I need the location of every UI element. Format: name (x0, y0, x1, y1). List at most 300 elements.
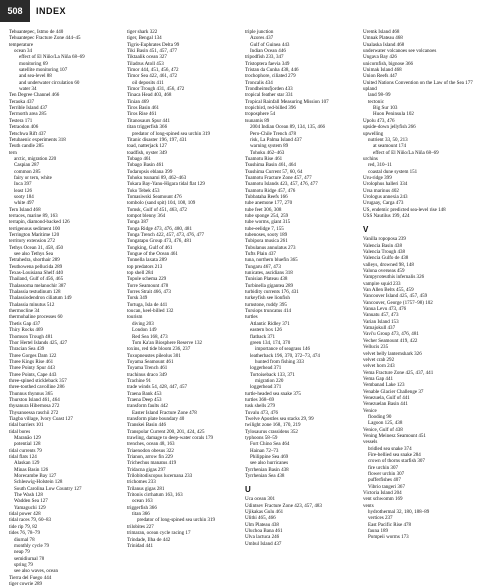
index-entry: Tuamotu Rise 461 (245, 155, 283, 162)
index-entry: Thracian Sea 439 (9, 346, 45, 353)
index-entry: Urolophus halleri 334 (363, 181, 408, 188)
index-entry: Tiros Rise 461 (127, 111, 157, 118)
index-entry: Ten Degree Channel 466 (9, 92, 60, 99)
index-entry: Tubulanus annulatus 273 (245, 244, 296, 251)
index-entry: Big Sur 103 (373, 105, 398, 112)
index-entry: Tuamotu Ridge 457, 476 (245, 187, 296, 194)
index-entry: Umbul Island 437 (245, 540, 282, 547)
index-entry: Torsk 349 (127, 295, 148, 302)
index-entry: vessels (363, 439, 378, 446)
index-entry: least 126 (14, 187, 33, 194)
index-entry: Caspian 287 (14, 162, 40, 169)
index-entry: tidal races 79, 60–83 (9, 517, 52, 524)
index-entry: Uca ocean 301 (245, 496, 275, 503)
index-entry: Tern Island 468 (9, 206, 41, 213)
index-entry: Timor Trough 431, 456, 472 (127, 86, 185, 93)
index-entry: turbidity currents 176, 431 (245, 289, 299, 296)
index-entry: The Wash 128 (14, 492, 43, 499)
index-entry: Tetraodon 406 (9, 124, 39, 131)
letter-heading: U (245, 485, 251, 495)
index-entry: Tongking, Gulf of 461 (127, 244, 173, 251)
index-entry: Thalassiodendron ciliatum 149 (9, 295, 72, 302)
index-entry: Tomasiwski Seamount 476 (127, 193, 182, 200)
index-entry: leatherback 196, 370, 372–73, 474 (250, 352, 320, 359)
index-entry: Traena Bank 453 (127, 390, 162, 397)
index-entry: tectonic (368, 98, 384, 105)
index-entry: terrapin, diamond-backed 126 (9, 219, 70, 226)
index-entry: spring 79 (14, 561, 33, 568)
index-entry: Tunisian Plateau 438 (245, 276, 288, 283)
index-entry: fauna 189 (368, 528, 389, 535)
index-entry: Tristoptera faevia 349 (245, 60, 290, 67)
index-entry: Tubipora musica 261 (245, 238, 288, 245)
index-entry: twilight zone 168, 170, 219 (245, 422, 301, 429)
index-entry: tidal flats 124 (9, 454, 37, 461)
index-entry: temperature (9, 41, 34, 48)
index-entry: Tylosaurus crassidens 352 (245, 428, 298, 435)
index-entry: coastal dune system 151 (368, 168, 418, 175)
index-entry: ocean 34 (14, 48, 33, 55)
index-entry: tubenoses, sooty 189 (245, 232, 288, 238)
index-entry: Tigris-Euphrates Delta 99 (127, 41, 180, 48)
index-entry: turtles 368–69 (245, 396, 275, 403)
index-entry: Transkei Basin 446 (127, 422, 167, 429)
index-entry: water 34 (19, 86, 37, 93)
index-entry: turtle-headed sea snake 375 (245, 390, 301, 397)
index-entry: turtles (245, 314, 258, 321)
index-entry: Valencia Trough 438 (363, 249, 406, 255)
index-entry: Huon Peninsula 102 (373, 111, 414, 118)
index-entry: Tobago Basin 461 (127, 162, 164, 169)
index-entry: Tyrrhenian Basin 438 (245, 466, 289, 473)
index-entry: Unalaska Island 468 (363, 41, 405, 48)
index-entry: Terrnorth area 285 (9, 111, 47, 118)
index-entry: Uremk Island 468 (363, 29, 400, 35)
index-entry: common 285 (14, 168, 41, 175)
index-entry: trade winds 54, 428, 447, 457 (127, 384, 187, 391)
index-entry: land 98–99 (368, 92, 391, 99)
index-entry: Teraoka 437 (9, 98, 35, 105)
index-column-2 (127, 29, 237, 569)
index-entry: monitoring 69 (19, 60, 48, 67)
index-entry: Tuvalu 473, 476 (245, 409, 279, 416)
index-entry: Tuamotu Fracture Zone 457, 477 (245, 174, 312, 181)
index-entry: sooty 184 (14, 193, 34, 200)
index-entry: trenches, ocean 48, 163 (127, 441, 175, 448)
index-entry: flooding 90 (368, 413, 392, 420)
index-entry: Tungaru 467, 473 (245, 263, 281, 270)
index-entry: valleys, drowned 98, 148 (363, 261, 414, 268)
index-entry: importance of seagrass 146 (255, 346, 311, 353)
index-entry: thermocline 34 (9, 308, 40, 315)
index-entry: Red Sea 168, 473 (132, 333, 168, 340)
index-entry: Tehuantepec, Istmo de 440 (9, 29, 64, 35)
index-entry: Maranão 129 (14, 435, 41, 441)
index-entry: Tongatapu Group 473, 476, 481 (127, 238, 192, 245)
index-columns (9, 29, 475, 587)
index-entry: Thetis Gap 437 (9, 320, 41, 327)
index-entry: Transpolar Current 200, 201, 424, 425 (127, 428, 205, 435)
index-entry: Udintsev Fracture Zone 423, 457, 483 (245, 502, 322, 509)
index-entry: thysanura Hibernosa 272 (9, 403, 60, 410)
index-entry: nutrient 33, 50, 213 (368, 136, 408, 143)
index-entry: Tonga Trench 422, 457, 473, 476, 477 (127, 232, 205, 238)
index-entry: titan 366 (132, 511, 150, 518)
index-entry: thermohaline processes 60 (9, 314, 63, 321)
index-entry: Valencia Gulfo de 438 (363, 255, 409, 262)
index-entry: Philippine Sea 469 (250, 454, 289, 461)
index-entry: Tortoiseback 133, 371 (250, 371, 295, 378)
index-entry: satellite monitoring 107 (19, 67, 68, 74)
index-entry: and sea-level 88 (19, 73, 52, 80)
index-entry: Timor Sea 422, 461, 472 (127, 73, 178, 80)
index-entry: Thor Hertel Islands 425, 427 (9, 339, 68, 346)
index-entry: Torres Strait 466, 473 (127, 289, 171, 296)
index-entry: tidal bores (9, 428, 31, 435)
index-entry: Uru-ridge 399 (363, 174, 392, 181)
index-entry: tube sponge 254, 259 (245, 212, 289, 219)
index-entry: Tierra del Fuego 444 (9, 574, 52, 581)
index-entry: Tehuantepec Fracture Zone 444–45 (9, 35, 81, 42)
index-entry: triple junction (245, 29, 274, 35)
index-entry: Vavi'u Group 473, 476, 481 (363, 331, 419, 338)
index-entry: trilobites 227 (127, 523, 154, 530)
index-entry: toad, natterjack 127 (127, 143, 167, 150)
index-entry: Gulf of Guinea 443 (250, 41, 290, 48)
index-entry: Tom Ka'an Biosphere Reserve 132 (132, 339, 203, 346)
index-entry: upwelling (363, 130, 384, 137)
index-entry: Tsushima Basin 461, 464 (245, 162, 296, 169)
index-entry: Toyama Trench 461 (127, 365, 168, 372)
index-entry: Thiry Rocks 469 (9, 327, 43, 334)
index-entry: three-spined stickleback 357 (9, 377, 67, 384)
index-entry: at seamount 174 (373, 143, 407, 150)
index-entry: potential 128 (14, 441, 41, 448)
index-entry: tsunamis 89 (245, 117, 270, 124)
index-entry: Thysanoessa raschii 272 (9, 409, 59, 416)
index-entry: upside-down jellyfish 266 (363, 124, 416, 131)
page-number: 508 (0, 0, 30, 22)
index-entry: fire urchin 307 (368, 464, 398, 471)
index-entry: territory extension 272 (9, 238, 55, 245)
index-entry: Trinidad 441 (127, 542, 154, 549)
index-entry: Fire-bellied sea snake 284 (368, 452, 421, 458)
index-entry: see also hurricanes (250, 460, 289, 467)
index-entry: trochophore, ciliated 279 (245, 73, 296, 80)
index-entry: tide rip 79, 82 (9, 523, 38, 530)
index-entry: flower urchin 307 (368, 471, 405, 478)
index-entry: white 497 (14, 200, 35, 207)
index-entry: Vellucis 235 (363, 344, 389, 351)
index-entry: diving 203 (132, 320, 154, 327)
index-entry: three-toothed cavolline 286 (9, 384, 65, 391)
index-entry: United Nations Convention on the Law of the Sea 177 (363, 79, 473, 86)
index-entry: USS Nautilus 199, 424 (363, 212, 410, 219)
index-entry: underwater volcanoes see volcanoes (363, 48, 437, 55)
index-entry: Timor 444, 451, 456, 472 (127, 67, 179, 74)
index-entry: Yamaguchi 129 (14, 504, 46, 511)
index-entry: Toxopneustes pileolus 301 (127, 352, 181, 359)
index-entry: green 134, 174, 370 (250, 339, 291, 346)
index-entry: turnstone, ruddy 395 (245, 301, 287, 308)
index-entry: Tropical Rainfall Measuring Mission 107 (245, 98, 329, 105)
index-entry: risk, La Palma Island 437 (250, 136, 302, 143)
index-entry: Tortuga, Isla de 441 (127, 301, 168, 308)
index-entry: Texas-Louisiana Shelf 440 (9, 270, 64, 277)
index-entry: Fort Chino Sea 464 (250, 441, 290, 448)
index-entry: Van Allen Belts 455, 459 (363, 287, 414, 294)
index-entry: troposphere 54 (245, 111, 276, 118)
index-entry: Trachine 91 (127, 377, 152, 384)
index-entry: Ulm Plateau 438 (245, 521, 279, 528)
index-entry: Tristan da Cunha 438, 446 (245, 67, 299, 74)
index-entry: Venable Glacier Challenge 37 (363, 388, 424, 395)
index-entry: tusk shells 279 (245, 403, 276, 410)
index-entry: flatback 371 (250, 333, 276, 340)
index-entry: tidal barriers 101 (9, 422, 44, 429)
index-entry: transform plate boundary 40 (127, 415, 185, 422)
index-entry: Thunnus thynnus 365 (9, 390, 53, 397)
index-entry: fairy or tern, white (14, 174, 52, 181)
index-entry: Upolu 473, 476 (363, 117, 395, 124)
index-entry: Tuamotu Islands 423, 457, 476, 477 (245, 181, 318, 188)
index-entry: neap 79 (14, 549, 30, 556)
index-entry: Tsushima Current 57, 60, 64 (245, 168, 303, 175)
index-entry: effect of El Niño/La Niña 68–69 (19, 54, 85, 61)
index-entry: Tohoku tsunami 89, 462–463 (127, 174, 187, 181)
index-entry: Traena Deep 453 (127, 396, 162, 403)
index-entry: top predators 213 (127, 263, 163, 270)
index-entry: Tubbataha Reefs 166 (245, 193, 288, 200)
index-entry: titan triggerfish 366 (127, 124, 168, 131)
index-entry: Tethys Ocean 31, 458, 450 (9, 244, 64, 251)
index-entry: Morecambe Bay 127 (14, 473, 57, 480)
index-entry: terrigenous sediment 100 (9, 225, 61, 232)
index-entry: Tetubaenic experiments 318 (9, 136, 66, 143)
index-entry: vertices 237 (368, 515, 393, 522)
index-entry: Tonga Ridge 473, 476, 480, 481 (127, 225, 192, 232)
index-entry: US, endemic predicted sea-level rise 148 (363, 206, 446, 213)
index-entry: Toko Tebek 453 (127, 187, 160, 194)
index-entry: vampire squid 233 (363, 280, 401, 287)
index-entry: tropical feather star 331 (245, 92, 294, 99)
index-entry: tombolo (sand spit) 104, 108, 109 (127, 200, 196, 207)
letter-heading: V (363, 225, 369, 235)
index-entry: trichomes 233 (127, 479, 156, 486)
index-entry: Tonnella laxata 289 (127, 257, 167, 264)
index-entry: 2004 Indian Ocean 89, 134, 135, 466 (250, 124, 325, 131)
index-entry: Troncalis 434 (245, 79, 273, 86)
index-entry: Tongue of the Ocean 461 (127, 251, 178, 258)
index-entry: Tiagba village, Ivory Coast 127 (9, 415, 73, 422)
index-entry: Tohoku 462–463 (250, 149, 285, 156)
index-entry: Trilobitodiscopus lucernana 233 (127, 473, 193, 480)
index-entry: Ujikakas Gulu 461 (245, 509, 284, 516)
index-entry: trachinus draco 349 (127, 371, 167, 378)
index-entry: Valona overseas 459 (363, 268, 405, 275)
index-entry: Tinian 469 (127, 98, 149, 105)
index-entry: Victoria Island 204 (363, 490, 402, 497)
index-entry: Tokara Bay-Yanu-Higara tidal flat 129 (127, 181, 205, 188)
index-entry: toucan, keel-billed 132 (127, 308, 174, 315)
index-entry: Titanosaurs Spur 441 (127, 117, 170, 124)
index-entry: Tridacna gigas 297 (127, 466, 166, 473)
index-entry: Thurston Island 461, 464 (9, 396, 60, 403)
index-entry: vents (363, 502, 374, 509)
index-entry: Todaropsis eblana 399 (127, 168, 173, 175)
index-entry: Venezuela, Gulf of 441 (363, 394, 410, 401)
index-entry: tube anemone 177, 270 (245, 200, 293, 207)
index-entry: Varian Island 153 (363, 318, 399, 325)
index-entry: Tritonis cirrhatum 163, 163 (127, 492, 183, 499)
index-entry: Vecher Seamount 419, 422 (363, 337, 418, 344)
index-entry: velvet crab 292 (363, 356, 395, 363)
index-entry: Vema Fracture Zone 425, 437, 441 (363, 369, 434, 376)
index-entry: Turbinella gigantea 289 (245, 282, 294, 289)
index-entry: tripodfish 233, 347 (245, 54, 284, 61)
index-entry: Vembanad Lake 123 (363, 382, 405, 389)
index-entry: Torre Seamount 478 (127, 282, 169, 289)
index-entry: Tursiops truncatus 414 (245, 308, 292, 315)
index-entry: eastern box 126 (250, 327, 282, 334)
index-entry: Teuth candle 285 (9, 143, 44, 150)
index-entry: tube worms, giant 315 (245, 219, 291, 226)
index-entry: tompot blenny 364 (127, 212, 166, 219)
index-entry: Terrington Maritime 120 (9, 232, 60, 238)
index-entry: Azores 437 (250, 35, 274, 42)
index-entry: toxins, red tide bloom 236, 237 (127, 346, 191, 353)
index-entry: Uluchoa Bana 461 (245, 528, 283, 535)
index-entry: oil deposits 411 (132, 79, 164, 86)
index-entry: trawling, damage to deep-water corals 179 (127, 435, 214, 441)
index-entry: Thalassia testudinum 128 (9, 289, 61, 296)
index-entry: Twelve Apostles sea stacks 29, 99 (245, 415, 314, 422)
index-entry: tourism (127, 314, 143, 321)
index-entry: warning system 89 (250, 143, 289, 150)
index-entry: Teuthowena pellucida 289 (9, 263, 63, 270)
index-entry: Vampyroteuthis infernalis 326 (363, 274, 425, 281)
index-entry: vent schwomm 169 (363, 496, 403, 503)
index-entry: London 149 (132, 327, 157, 334)
index-entry: Unimak Island 468 (363, 67, 402, 74)
index-entry: Tiros Basin 461 (127, 105, 160, 112)
index-entry: tidal power 428 (9, 511, 41, 518)
index-entry: turkeyfish see lionfish (245, 295, 290, 302)
index-entry: transform faults 442 (127, 403, 168, 410)
index-entry: ocean 163 (132, 498, 153, 505)
index-entry: effect of El Niño/La Niña 68–69 (373, 149, 439, 156)
index-entry: tube feet 306, 308 (245, 206, 282, 213)
index-entry: unicornfish, bignose 366 (363, 60, 414, 67)
index-entry: Ulva lactuca 246 (245, 534, 280, 541)
index-entry: velvet horn 243 (363, 363, 395, 370)
section-title: INDEX (36, 6, 67, 16)
index-entry: Tetschwa Rift 437 (9, 130, 46, 137)
index-entry: crown of thorns starfish 307 (368, 458, 425, 465)
index-entry: Hainan 72–73 (250, 447, 279, 454)
index-entry: bridled sea snake 374 (368, 445, 412, 452)
index-entry: Venice, Gulf of 438 (363, 426, 403, 433)
index-entry: Tyrrhenian Sea 438 (245, 473, 285, 480)
index-entry: toadfish, oyster 349 (127, 149, 167, 156)
index-entry: Trichechus manatus 419 (127, 460, 177, 467)
index-entry: Trondheimsfjorden 433 (245, 86, 293, 93)
index-entry: hunted from fishing 333 (255, 358, 304, 365)
index-entry: red, 310–11 (368, 162, 392, 169)
index-entry: Toyama Seamount 461 (127, 358, 174, 365)
index-entry: Tiktaalik ocean 327 (127, 54, 167, 61)
index-entry: Triaenodon obesus 322 (127, 447, 174, 454)
index-entry: Thalassoma melanochir 387 (9, 282, 66, 289)
index-entry: Tonga 387 (127, 219, 149, 226)
index-entry: Vancouver Island 425, 457, 459 (363, 293, 428, 300)
index-entry: Thomson Trough 481 (9, 333, 53, 340)
index-entry: Easter Island Fracture Zone 478 (132, 409, 197, 416)
index-entry: Thalassia minutus 512 (9, 301, 55, 308)
index-entry: typhoons 58–59 (245, 435, 278, 441)
index-entry: tunicates, ascidians 318 (245, 270, 293, 277)
index-entry: Schleswig-Holstein 128 (14, 479, 63, 486)
index-entry: tropicbird, red-billed 396 (245, 105, 296, 112)
page-header (0, 0, 480, 22)
index-entry: Vatnajokull 437 (363, 325, 396, 332)
index-entry: triggerfish 366 (127, 504, 157, 511)
index-entry: Tinaca Head 403, 468 (127, 92, 172, 99)
index-entry: hydrothermal 32, 180, 188–89 (368, 509, 430, 516)
index-entry: Tomsk, Gulf of 451, 463, 472 (127, 206, 187, 213)
index-entry: tides 76, 78–79 (9, 530, 40, 537)
index-entry: Terrible Island 437 (9, 105, 48, 112)
index-entry: tiger, Bengal 134 (127, 35, 162, 42)
index-entry: predator of long-spined sea urchin 319 (137, 517, 216, 524)
index-entry: migration 220 (255, 377, 284, 384)
index-entry: South Carolina Low Country 127 (14, 485, 82, 492)
index-entry: velvet belly lanternshark 326 (363, 350, 422, 357)
index-entry: Tiki Basin 451, 457, 477 (127, 48, 178, 55)
index-entry: Trilanus gigas 281 (127, 485, 165, 492)
index-entry: monthly cycle 79 (14, 542, 50, 549)
index-entry: tern (9, 149, 17, 156)
index-entry: Union Reefs 447 (363, 73, 398, 80)
index-entry: Vanuatu 457, 473 (363, 312, 399, 319)
index-entry: Ungava Bay 426 (363, 54, 397, 61)
index-entry: Vanua Levu 473, 476 (363, 306, 407, 313)
index-entry: Pompeii worms 173 (368, 534, 409, 541)
index-entry: pufferfishes 407 (368, 477, 401, 484)
index-entry: Venezuelan Basin 441 (363, 401, 408, 408)
index-column-1 (9, 29, 119, 587)
index-entry: Atlantic Ridley 371 (250, 320, 290, 327)
index-entry: see also waves, ocean (14, 568, 59, 575)
index-column-4 (363, 29, 473, 569)
index-entry: Urugaay, Carga 473 (363, 200, 404, 207)
index-entry: tidal currents 79 (9, 447, 42, 454)
index-column-3 (245, 29, 355, 569)
index-entry: Urologus annexia 243 (363, 193, 408, 200)
index-entry: tuna, northern bluefin 365 (245, 257, 298, 264)
index-entry: urchins (363, 155, 378, 162)
index-entry: Titanic disaster 196, 197, 431 (127, 136, 187, 143)
index-entry: East Pacific Rise 478 (368, 521, 412, 528)
index-entry: terraces, marine 89, 163 (9, 212, 58, 219)
index-entry: Venice (363, 407, 377, 414)
index-entry: semidiurnal 78 (14, 555, 45, 562)
index-entry: Valencia Basin 438 (363, 242, 402, 249)
index-entry: Tobago 461 (127, 155, 151, 162)
index-entry: Wadden Sea 127 (14, 498, 48, 505)
index-entry: Three Points, Cape 443 (9, 371, 57, 378)
index-entry: and underwater circulation 60 (19, 79, 80, 86)
